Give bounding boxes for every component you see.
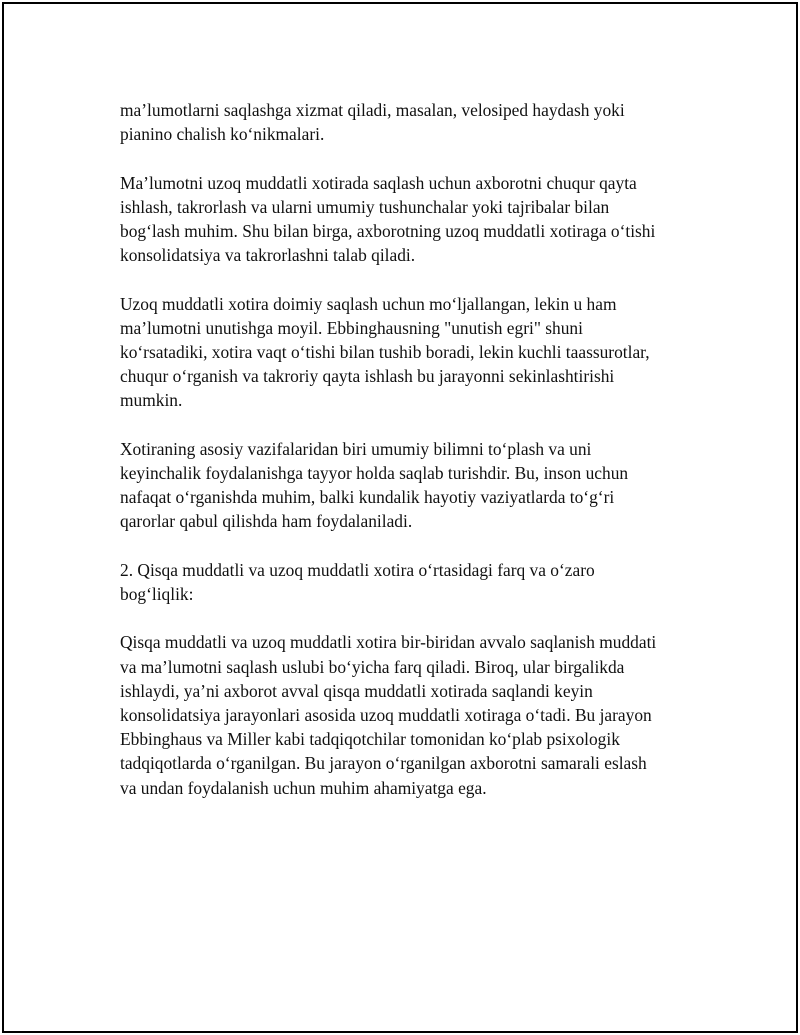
text-line: 2. Qisqa muddatli va uzoq muddatli xotira o‘rtasidagi farq va o‘zaro [120, 559, 595, 580]
text-line: Xotiraning asosiy vazifalaridan biri umumiy bilimni to‘plash va uni [120, 438, 592, 459]
text-line: nafaqat o‘rganishda muhim, balki kundalik hayotiy vaziyatlarda to‘g‘ri [120, 487, 615, 508]
text-line: ma’lumotni unutishga moyil. Ebbinghausning "unutish egri" shuni [120, 317, 583, 338]
document-page [2, 2, 798, 1033]
text-line: ma’lumotlarni saqlashga xizmat qiladi, masalan, velosiped haydash yoki [120, 100, 625, 120]
text-line: pianino chalish ko‘nikmalari. [120, 124, 325, 145]
text-line: keyinchalik foydalanishga tayyor holda saqlab turishdir. Bu, inson uchun [120, 463, 629, 483]
paragraph-6 [120, 630, 740, 799]
text-line: Ma’lumotni uzoq muddatli xotirada saqlash uchun axborotni chuqur qayta [120, 172, 637, 193]
paragraph-1 [120, 98, 740, 146]
text-line: va ma’lumotni saqlash uslubi bo‘yicha farq qiladi. Biroq, ular birgalikda [120, 656, 625, 677]
text-line: ishlaydi, ya’ni axborot avval qisqa muddatli xotirada saqlandi keyin [120, 680, 593, 701]
text-line: konsolidatsiya va takrorlashni talab qiladi. [120, 245, 416, 266]
text-line: Qisqa muddatli va uzoq muddatli xotira bir-biridan avvalo saqlanish muddati [120, 632, 657, 653]
text-line: chuqur o‘rganish va takroriy qayta ishlash bu jarayonni sekinlashtirishi [120, 366, 615, 387]
text-line: ishlash, takrorlash va ularni umumiy tushunchalar yoki tajribalar bilan [120, 196, 610, 217]
text-line: va undan foydalanish uchun muhim ahamiyatga ega. [120, 777, 487, 798]
text-line: mumkin. [120, 390, 183, 411]
paragraph-4 [120, 437, 740, 534]
text-line: bog‘lash muhim. Shu bilan birga, axborotning uzoq muddatli xotiraga o‘tishi [120, 221, 656, 241]
text-line: qarorlar qabul qilishda ham foydalaniladi. [120, 511, 413, 532]
text-line: tadqiqotlarda o‘rganilgan. Bu jarayon o‘rganilgan axborotni samarali eslash [120, 753, 647, 774]
text-line: konsolidatsiya jarayonlari asosida uzoq muddatli xotiraga o‘tadi. Bu jarayon [120, 705, 652, 725]
text-line: Uzoq muddatli xotira doimiy saqlash uchun mo‘ljallangan, lekin u ham [120, 293, 617, 314]
document-body [120, 98, 740, 824]
text-line: ko‘rsatadiki, xotira vaqt o‘tishi bilan tushib boradi, lekin kuchli taassurotlar, [120, 342, 650, 362]
text-line: Ebbinghaus va Miller kabi tadqiqotchilar tomonidan ko‘plab psixologik [120, 729, 620, 750]
paragraph-2 [120, 171, 740, 268]
text-line: bog‘liqlik: [120, 584, 194, 604]
paragraph-3 [120, 292, 740, 413]
section-heading [120, 558, 740, 606]
